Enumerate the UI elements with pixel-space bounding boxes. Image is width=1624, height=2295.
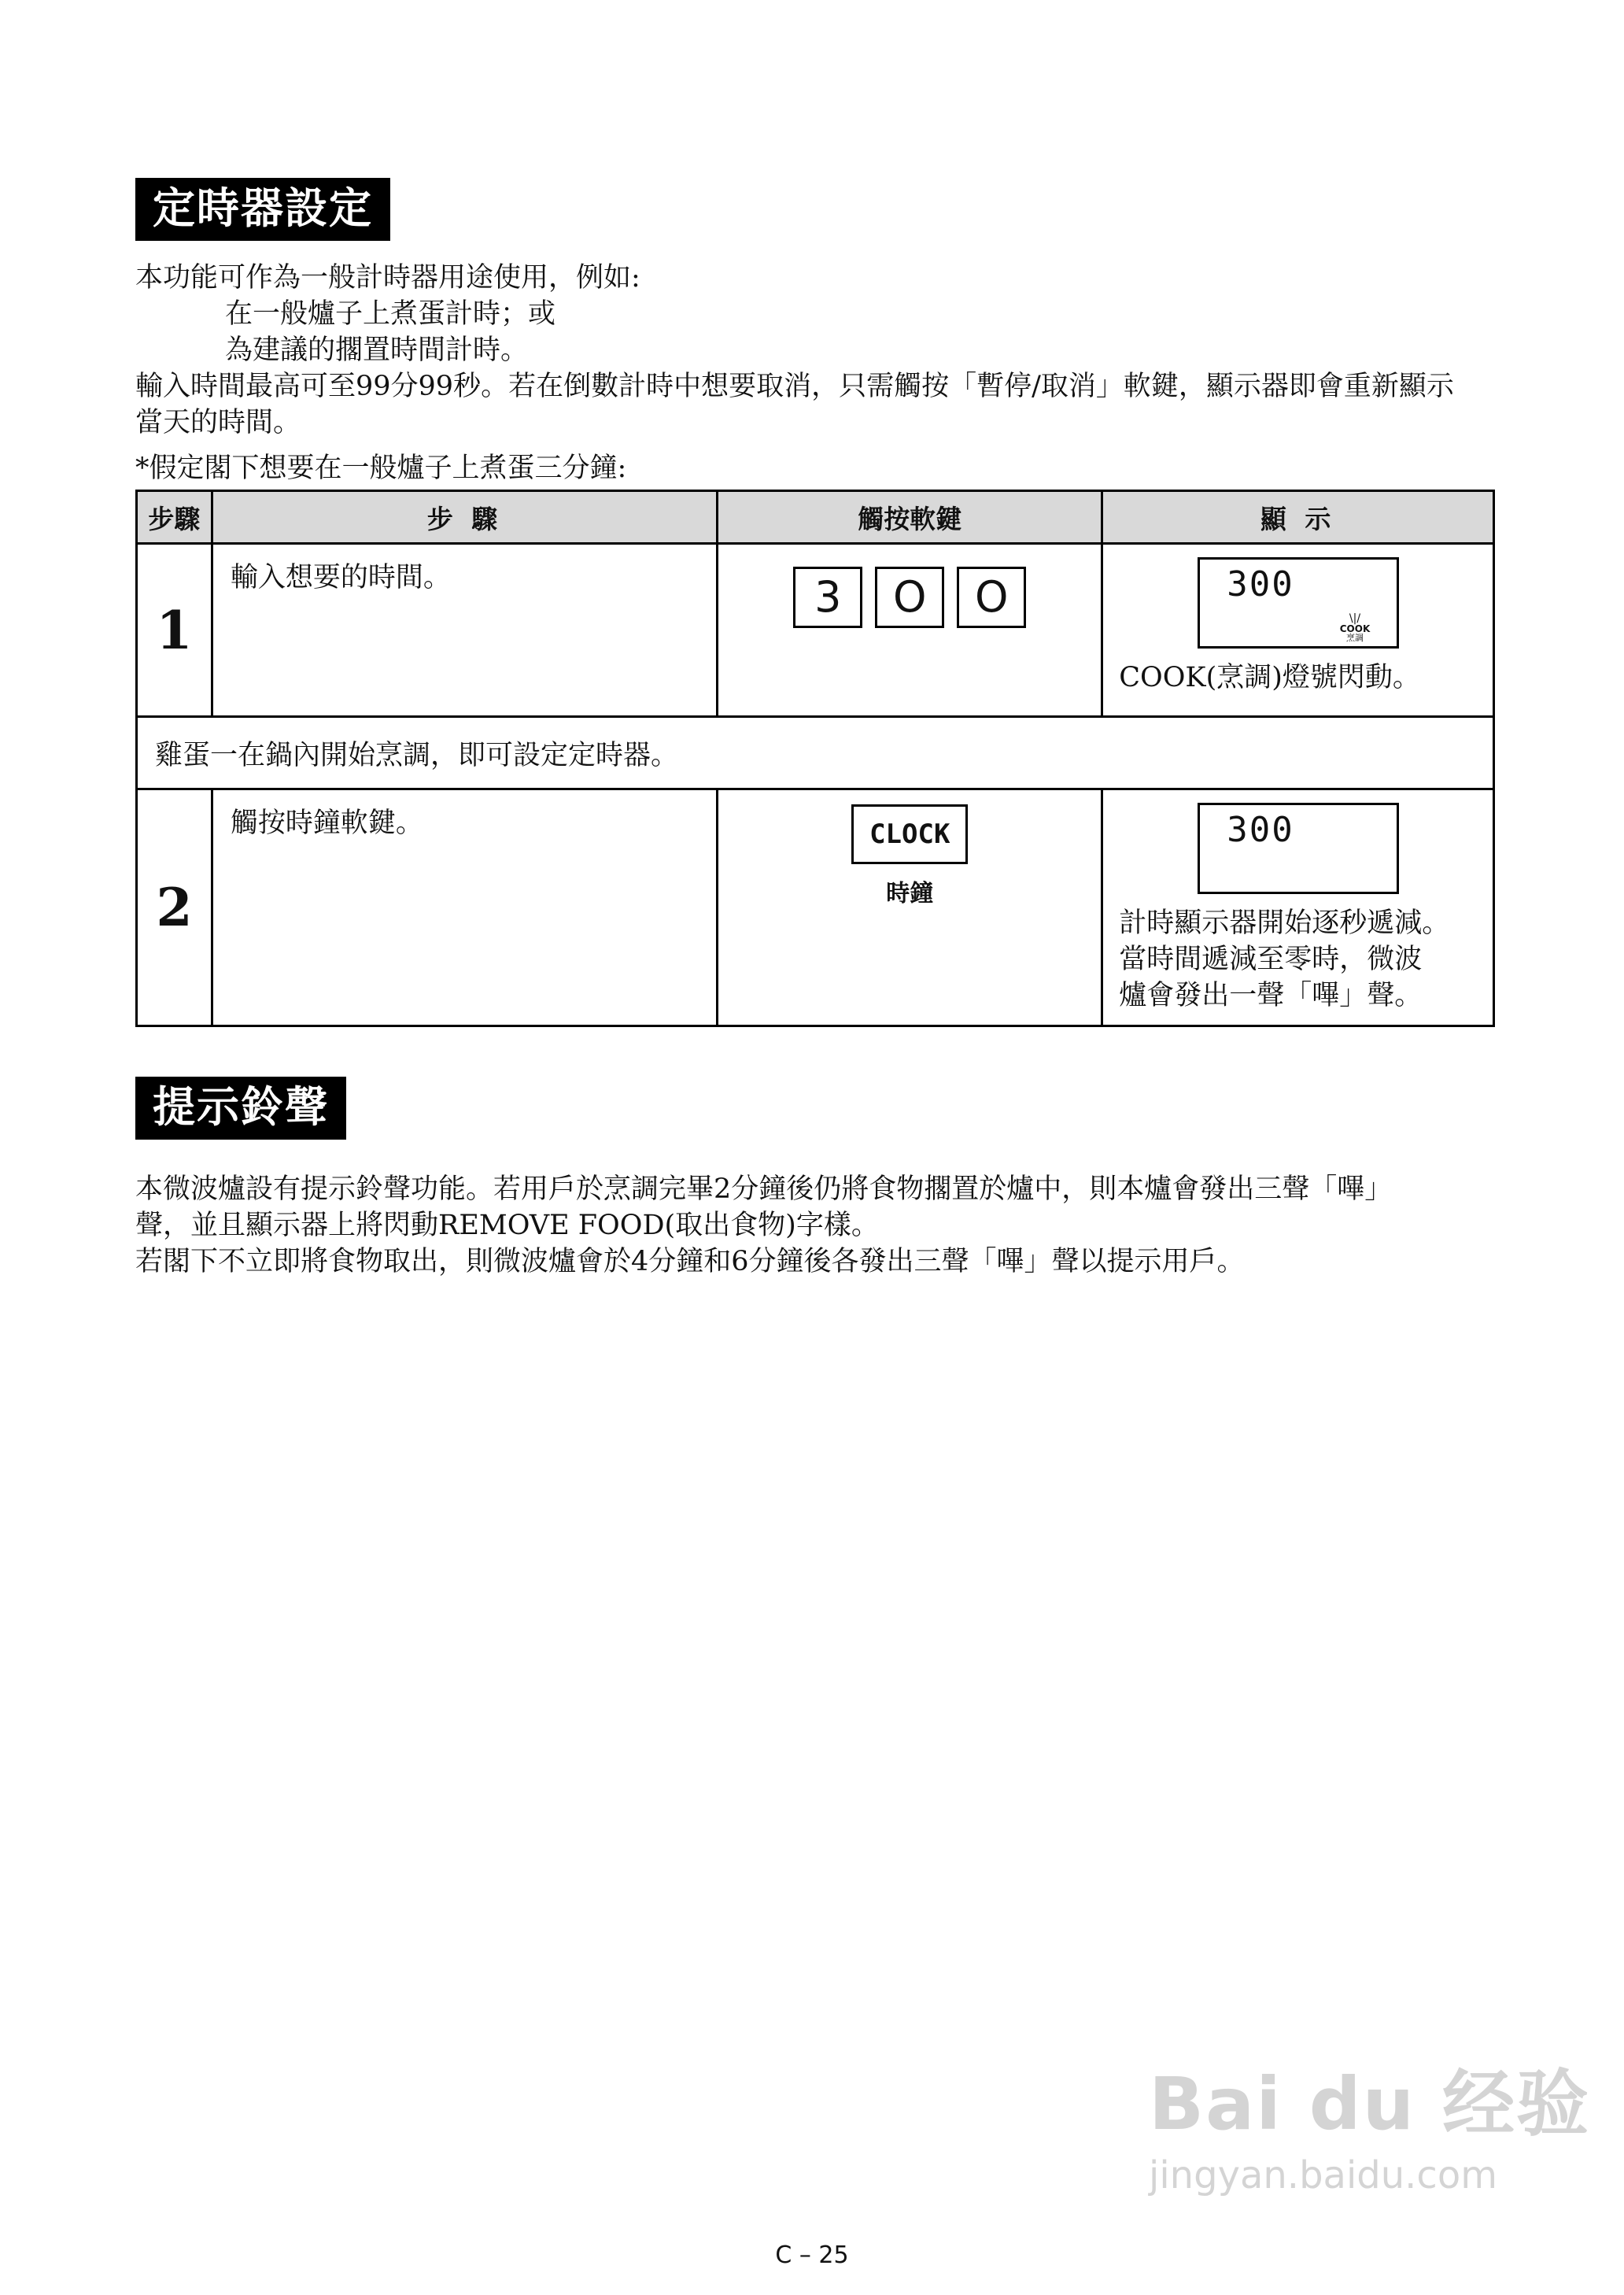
cook-indicator-label-zh: 烹調 bbox=[1346, 633, 1364, 643]
digit-key-0: O bbox=[875, 567, 944, 628]
header-step-no: 步驟 bbox=[137, 491, 212, 544]
header-step: 步 驟 bbox=[212, 491, 717, 544]
digit-key-3: 3 bbox=[793, 567, 862, 628]
reminder-line: 若閣下不立即將食物取出，則微波爐會於4分鐘和6分鐘後各發出三聲「嗶」聲以提示用戶。 bbox=[135, 1246, 1245, 1277]
intro-text bbox=[135, 260, 1454, 441]
display-note-line: 計時顯示器開始逐秒遞減。 bbox=[1119, 907, 1450, 939]
lcd-digits: 300 bbox=[1227, 564, 1294, 604]
display-note: COOK(烹調)燈號閃動。 bbox=[1119, 662, 1420, 693]
key-sequence bbox=[718, 544, 1102, 717]
page-number: C – 25 bbox=[775, 2241, 849, 2269]
mid-note: 雞蛋一在鍋內開始烹調，即可設定定時器。 bbox=[137, 717, 1494, 789]
cook-indicator bbox=[1340, 613, 1371, 643]
table-row bbox=[137, 789, 1494, 1026]
intro-line: 輸入時間最高可至99分99秒。若在倒數計時中想要取消，只需觸按「暫停/取消」軟鍵，顯示器即會重新顯示 bbox=[135, 371, 1454, 402]
step-number: 2 bbox=[137, 789, 212, 1026]
steps-table bbox=[135, 490, 1495, 1027]
intro-line: 在一般爐子上煮蛋計時；或 bbox=[225, 298, 556, 330]
display-note bbox=[1119, 905, 1477, 1014]
reminder-text bbox=[135, 1171, 1392, 1280]
header-display: 顯 示 bbox=[1102, 491, 1494, 544]
section-heading-reminder: 提示鈴聲 bbox=[135, 1077, 346, 1140]
step-number: 1 bbox=[137, 544, 212, 717]
table-note-row bbox=[137, 717, 1494, 789]
header-keys: 觸按軟鍵 bbox=[718, 491, 1102, 544]
flash-rays-icon: \|/ bbox=[1349, 612, 1361, 625]
example-text: *假定閣下想要在一般爐子上煮蛋三分鐘: bbox=[135, 453, 627, 484]
watermark bbox=[1149, 2046, 1590, 2197]
lcd-display bbox=[1198, 803, 1399, 894]
reminder-line: 聲，並且顯示器上將閃動REMOVE FOOD(取出食物)字樣。 bbox=[135, 1210, 879, 1241]
table-row bbox=[137, 544, 1494, 717]
step-description: 觸按時鐘軟鍵。 bbox=[212, 789, 717, 1026]
clock-key-label: 時鐘 bbox=[886, 880, 934, 907]
lcd-display bbox=[1198, 557, 1399, 649]
display-cell bbox=[1102, 789, 1494, 1026]
clock-key: CLOCK bbox=[851, 804, 968, 864]
intro-line: 為建議的擱置時間計時。 bbox=[225, 334, 529, 366]
watermark-logo-text: Bai du 经验 bbox=[1149, 2062, 1591, 2146]
section-heading-timer: 定時器設定 bbox=[135, 178, 390, 241]
display-note-line: 爐會發出一聲「嗶」聲。 bbox=[1119, 980, 1423, 1011]
reminder-line: 本微波爐設有提示鈴聲功能。若用戶於烹調完畢2分鐘後仍將食物擱置於爐中，則本爐會發出三聲「嗶」 bbox=[135, 1173, 1393, 1205]
display-note-line: 當時間遞減至零時，微波 bbox=[1119, 944, 1423, 975]
digit-key-0: O bbox=[957, 567, 1026, 628]
display-cell bbox=[1102, 544, 1494, 717]
intro-line: 本功能可作為一般計時器用途使用，例如: bbox=[135, 262, 640, 294]
step-description: 輸入想要的時間。 bbox=[212, 544, 717, 717]
lcd-digits: 300 bbox=[1227, 810, 1294, 850]
watermark-url: jingyan.baidu.com bbox=[1149, 2153, 1497, 2197]
intro-line: 當天的時間。 bbox=[135, 407, 301, 438]
cook-indicator-label: COOK bbox=[1339, 623, 1371, 634]
key-sequence bbox=[718, 789, 1102, 1026]
table-header-row bbox=[137, 491, 1494, 544]
